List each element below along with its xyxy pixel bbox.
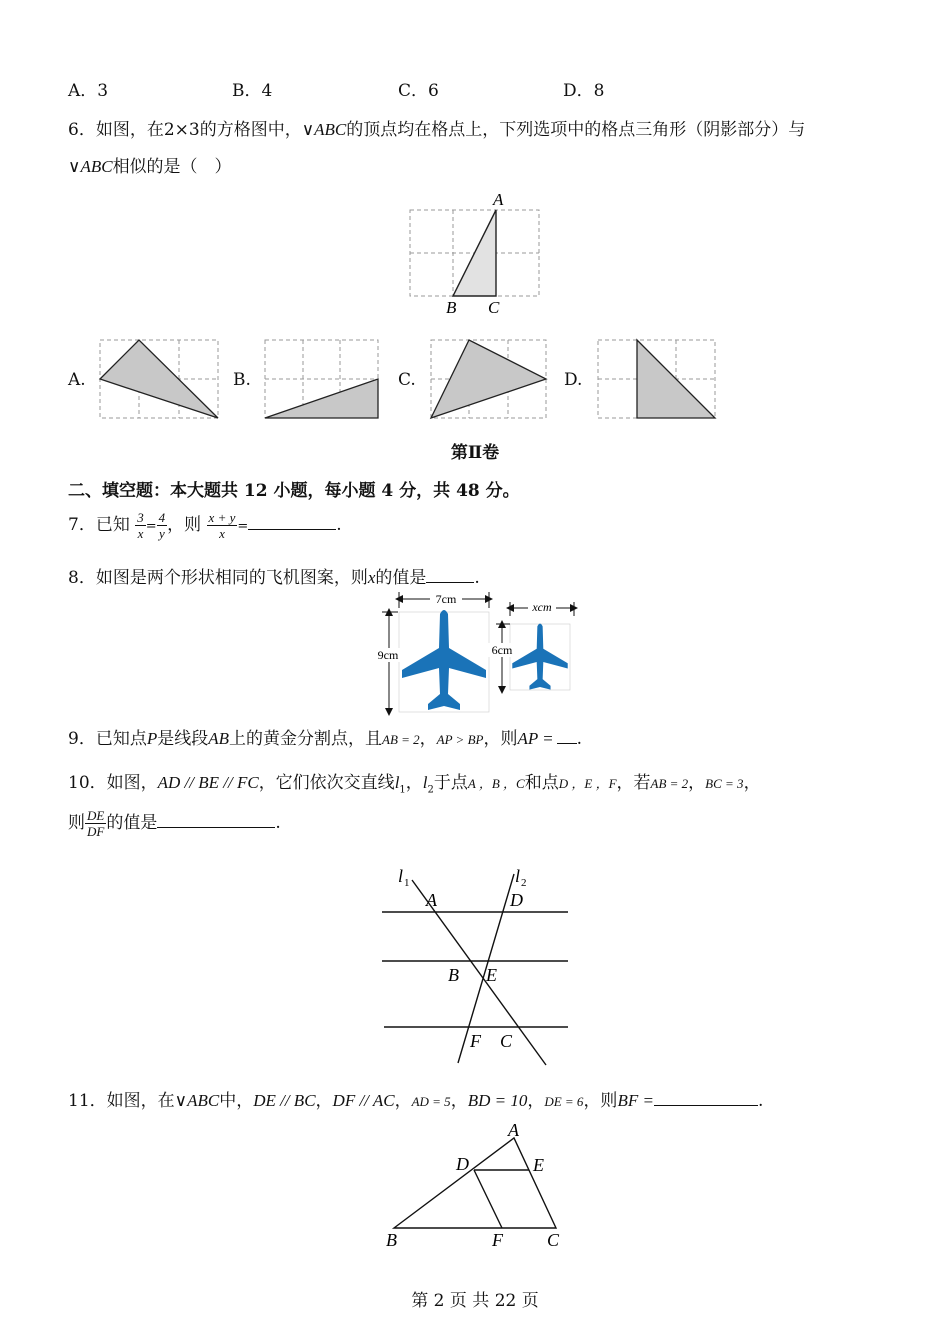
- q5-option-b: B．4: [232, 81, 273, 101]
- q5-option-d: D．8: [563, 81, 605, 101]
- q5-option-c: C．6: [398, 81, 439, 101]
- svg-text:l: l: [515, 866, 521, 886]
- q6-line1: 6．如图，在2×3的方格图中，∨ABC的顶点均在格点上，下列选项中的格点三角形（阴影部分）与: [68, 120, 806, 140]
- q6-main-figure: [400, 188, 550, 318]
- q6-option-d-label: D.: [564, 370, 583, 390]
- q11-figure: [380, 1120, 570, 1255]
- dim-xcm: xcm: [532, 600, 552, 614]
- q7-answer-blank[interactable]: [248, 515, 336, 530]
- svg-text:E: E: [533, 1155, 544, 1175]
- q10-answer-blank[interactable]: [157, 813, 275, 828]
- segment-df: [474, 1170, 502, 1228]
- q6-option-b-label: B.: [233, 370, 251, 390]
- q10-figure: [376, 860, 576, 1070]
- q6-option-d-figure: [593, 335, 721, 425]
- triangle-abc: [394, 1138, 556, 1228]
- q8: 8．如图是两个形状相同的飞机图案，则x的值是 .: [68, 568, 480, 588]
- q6-option-c-figure: [426, 335, 551, 425]
- label-a: A: [493, 190, 504, 209]
- svg-text:B: B: [386, 1230, 397, 1250]
- label-a: A: [426, 890, 437, 910]
- q6-option-c-label: C.: [398, 370, 416, 390]
- q8-answer-blank[interactable]: [426, 568, 474, 583]
- label-c: C: [488, 298, 500, 317]
- q8-plane-figure: [370, 588, 580, 716]
- dim-9cm: 9cm: [377, 648, 399, 662]
- q6-option-b-figure: [260, 335, 385, 425]
- q6-option-a-figure: [95, 335, 225, 425]
- q7: 7．已知 $\frac{3}{x}$ = $\frac{4}{y}$ ，则 $\frac{x + y}{x}$ = .: [68, 510, 342, 541]
- svg-text:2: 2: [521, 877, 527, 889]
- section-title: 第Ⅱ卷: [450, 443, 500, 463]
- page-footer: 第 2 页 共 22 页: [411, 1291, 539, 1311]
- svg-text:D: D: [456, 1154, 469, 1174]
- dim-6cm: 6cm: [491, 643, 513, 657]
- dim-7cm: 7cm: [435, 592, 457, 606]
- label-b: B: [446, 298, 457, 317]
- label-f: F: [470, 1031, 481, 1051]
- label-e: E: [486, 965, 497, 985]
- svg-text:1: 1: [404, 877, 410, 889]
- svg-text:F: F: [492, 1230, 503, 1250]
- q11-answer-blank[interactable]: [654, 1091, 758, 1106]
- label-b: B: [448, 965, 459, 985]
- label-d: D: [510, 890, 523, 910]
- svg-text:l: l: [398, 866, 404, 886]
- q9: 9．已知点P是线段AB上的黄金分割点，且AB = 2，AP > BP，则AP = .: [68, 729, 583, 749]
- q5-option-a: A．3: [68, 81, 109, 101]
- label-c: C: [500, 1031, 513, 1051]
- q6-line2: ∨ABC相似的是（ ）: [68, 157, 232, 177]
- q6-option-a-label: A.: [68, 370, 86, 390]
- svg-text:C: C: [547, 1230, 560, 1250]
- q9-answer-blank[interactable]: [557, 729, 577, 744]
- svg-text:A: A: [508, 1120, 519, 1140]
- q10-line1: 10．如图，AD // BE // FC，它们依次交直线$l_1$，$l_2$于点A ，B ，C和点D ，E ，F，若AB = 2，BC = 3，: [68, 773, 761, 796]
- q11: 11．如图，在∨ABC中，DE // BC，DF // AC，AD = 5，BD = 10，DE = 6，则BF = .: [68, 1091, 764, 1111]
- q10-line2: 则 $\frac{DE}{DF}$ 的值是 .: [68, 808, 281, 839]
- section-header: 二、填空题：本大题共 12 小题，每小题 4 分，共 48 分。: [68, 481, 520, 501]
